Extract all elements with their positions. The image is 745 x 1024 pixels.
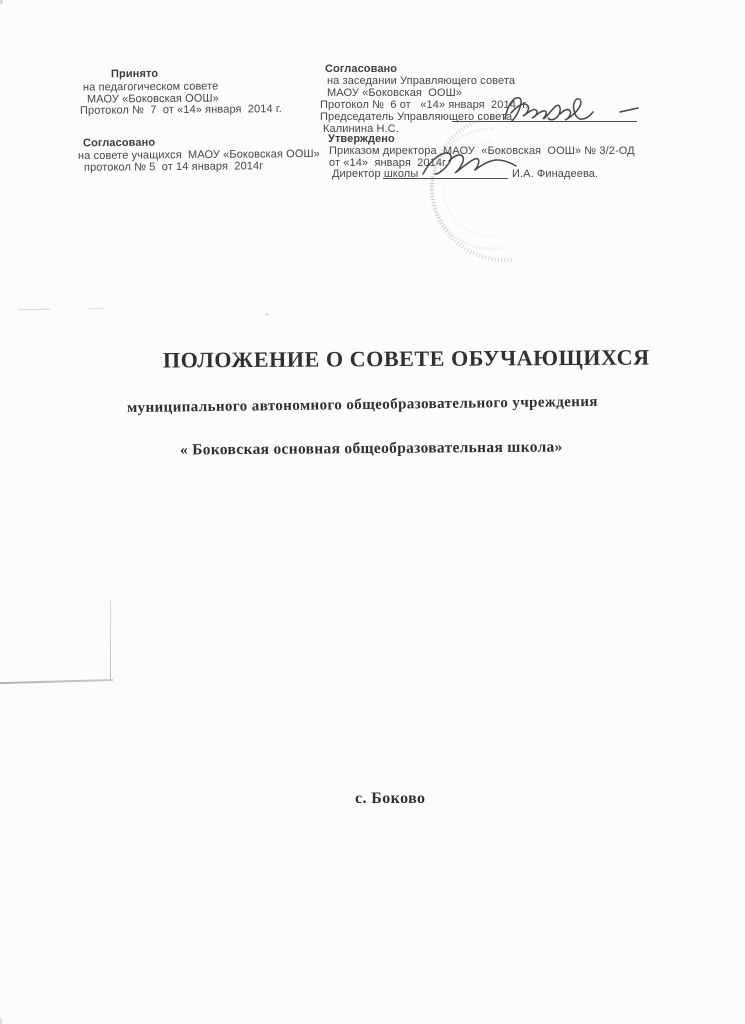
scan-corner-speck xyxy=(0,0,3,4)
scan-dash-artifact xyxy=(88,308,105,310)
agreed-board-heading: Согласовано xyxy=(325,63,398,75)
paper-edge-vertical-line xyxy=(110,599,112,679)
approved-heading: Утверждено xyxy=(328,133,395,145)
director-signature xyxy=(415,147,520,181)
document-title: ПОЛОЖЕНИЕ О СОВЕТЕ ОБУЧАЮЩИХСЯ xyxy=(162,344,650,373)
agreed-students-line: протокол № 5 от 14 января 2014г xyxy=(83,159,264,174)
agreed-board-line: на заседании Управляющего совета xyxy=(327,75,516,87)
agreed-board-line: Протокол № 6 от «14» января 2014 г. xyxy=(320,99,529,111)
approved-line: от «14» января 2014г. xyxy=(329,156,448,169)
document-subtitle-school: « Боковская основная общеобразовательная школа» xyxy=(179,438,563,459)
agreed-students-line: на совете учащихся МАОУ «Боковская ООШ» xyxy=(77,147,320,163)
accepted-heading: Принято xyxy=(110,67,159,81)
scan-speck-artifact xyxy=(265,313,269,316)
chairman-title-line: Председатель Управляющего совета xyxy=(320,110,513,123)
chairman-name: Калинина Н.С. xyxy=(323,122,399,135)
accepted-line: на педагогическом совете xyxy=(82,80,219,94)
agreed-students-heading: Согласовано xyxy=(82,136,156,150)
chairman-signature xyxy=(498,92,643,126)
director-title-line: Директор школы xyxy=(332,168,419,180)
document-subtitle-institution: муниципального автономного общеобразовательного учреждения xyxy=(126,393,598,417)
approved-line: Приказом директора МАОУ «Боковская ООШ» № 3/2-ОД xyxy=(329,144,635,157)
round-seal-stamp xyxy=(418,106,593,276)
director-name: И.А. Финадеева. xyxy=(512,168,599,180)
scan-corner-speck xyxy=(0,1019,2,1024)
place-name: с. Боково xyxy=(355,790,426,807)
accepted-line: МАОУ «Боковская ООШ» xyxy=(86,91,219,106)
paper-edge-horizontal-line xyxy=(0,679,113,684)
scan-dash-artifact xyxy=(18,309,50,311)
accepted-line: Протокол № 7 от «14» января 2014 г. xyxy=(79,103,282,117)
agreed-board-line: МАОУ «Боковская ООШ» xyxy=(327,87,462,99)
